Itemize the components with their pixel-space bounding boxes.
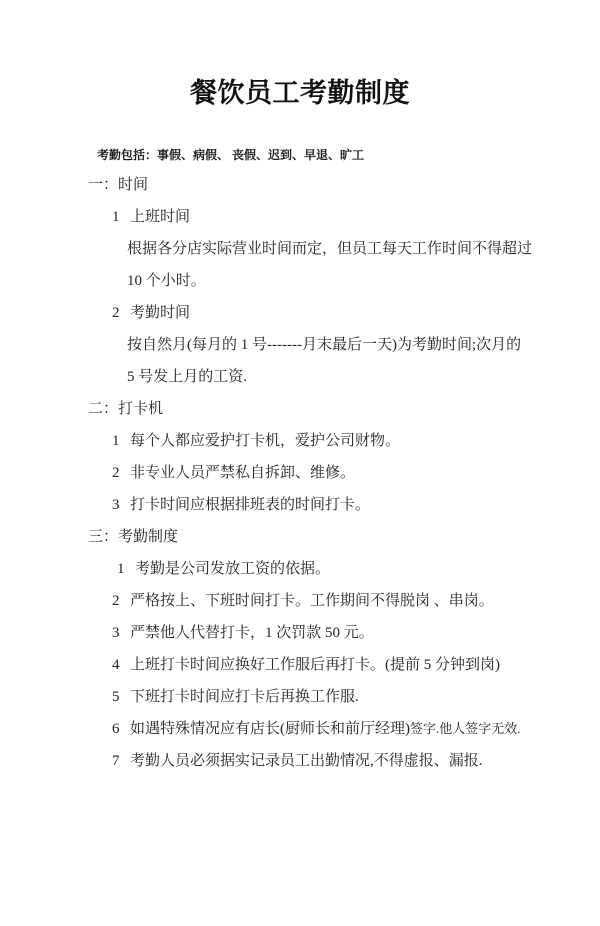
item-text: 考勤是公司发放工资的依据。	[135, 561, 331, 577]
list-item	[112, 201, 600, 233]
list-item	[112, 457, 600, 489]
paragraph-line: 根据各分店实际营业时间而定，但员工每天工作时间不得超过	[127, 241, 533, 257]
section-heading-punch-machine: 二：打卡机	[88, 401, 164, 417]
item-number: 3	[112, 497, 120, 513]
item-text: 考勤人员必须据实记录员工出勤情况,不得虚报、漏报.	[130, 753, 483, 769]
item-text: 严格按上、下班时间打卡。工作期间不得脱岗 、串岗。	[130, 593, 494, 609]
item-number: 6	[112, 721, 120, 737]
section-heading-attendance-rules: 三：考勤制度	[88, 529, 179, 545]
item-number: 2	[112, 593, 120, 609]
paragraph-line: 5 号发上月的工资.	[127, 369, 248, 385]
item-number: 4	[112, 657, 120, 673]
item-number: 2	[112, 465, 120, 481]
paragraph-line: 按自然月(每月的 1 号-------月末最后一天)为考勤时间;次月的	[127, 337, 522, 353]
item-number: 7	[112, 753, 120, 769]
list-item	[112, 745, 600, 777]
item-text: 上班打卡时间应换好工作服后再打卡。(提前 5 分钟到岗)	[130, 657, 500, 673]
document-page	[0, 76, 600, 926]
item-number: 1	[112, 209, 120, 225]
item-text: 考勤时间	[130, 305, 191, 321]
list-item	[112, 681, 600, 713]
item-number: 1	[112, 433, 120, 449]
item-text: 每个人都应爱护打卡机，爱护公司财物。	[130, 433, 401, 449]
document-title: 餐饮员工考勤制度	[190, 78, 410, 108]
list-item	[112, 425, 600, 457]
item-text: 严禁他人代替打卡，1 次罚款 50 元。	[130, 625, 374, 641]
list-item	[112, 489, 600, 521]
item-text-small: 签字.他人签字无效.	[410, 721, 521, 736]
section-heading-time: 一：时间	[88, 177, 149, 193]
item-text: 上班时间	[130, 209, 191, 225]
item-number: 5	[112, 689, 120, 705]
item-text: 打卡时间应根据排班表的时间打卡。	[130, 497, 371, 513]
list-item	[112, 713, 600, 745]
item-number: 1	[117, 561, 125, 577]
list-item	[112, 585, 600, 617]
list-item	[117, 553, 600, 585]
list-item	[112, 297, 600, 329]
paragraph-line: 10 个小时。	[127, 273, 206, 289]
item-text: 下班打卡时间应打卡后再换工作服.	[130, 689, 359, 705]
item-text: 非专业人员严禁私自拆卸、维修。	[130, 465, 356, 481]
list-item	[112, 649, 600, 681]
item-number: 2	[112, 305, 120, 321]
attendance-scope-note: 考勤包括：事假、病假、 丧假、迟到、早退、旷工	[97, 148, 365, 162]
item-text: 如遇特殊情况应有店长(厨师长和前厅经理)	[130, 721, 410, 737]
item-number: 3	[112, 625, 120, 641]
list-item	[112, 617, 600, 649]
document-body	[0, 169, 600, 777]
